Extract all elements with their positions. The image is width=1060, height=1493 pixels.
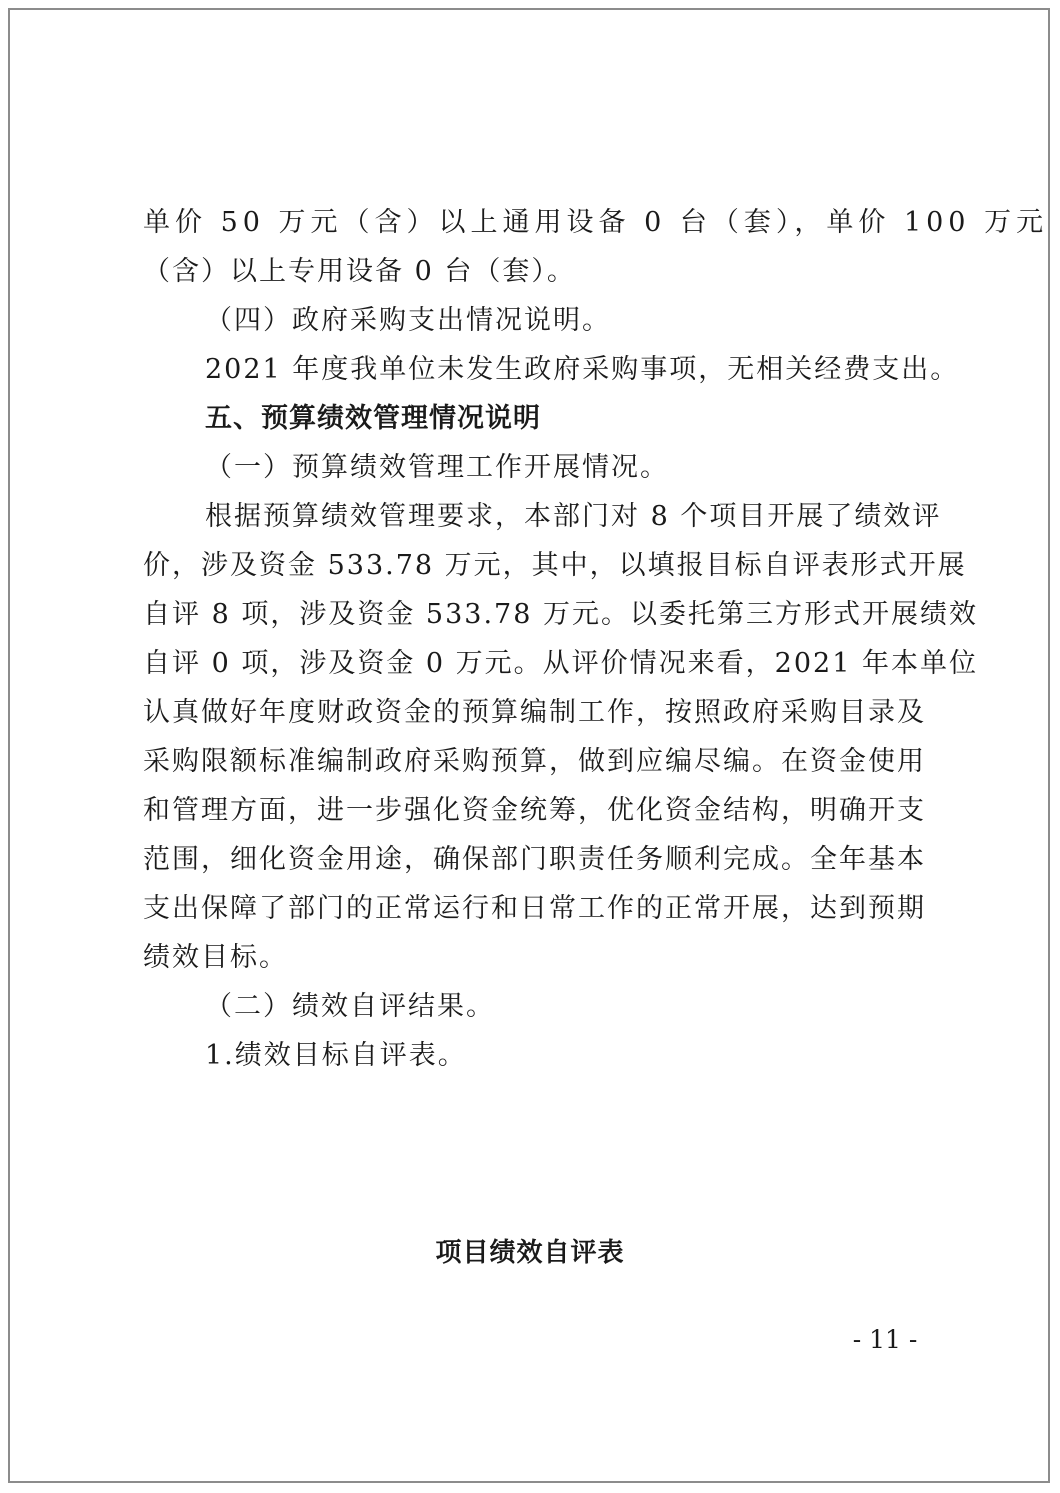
- paragraph-line: 单价 50 万元（含）以上通用设备 0 台（套），单价 100 万元: [143, 207, 1049, 238]
- paragraph-line: 范围，细化资金用途，确保部门职责任务顺利完成。全年基本: [143, 844, 926, 875]
- subsection-heading: （二）绩效自评结果。: [205, 991, 495, 1022]
- subsection-heading: （一）预算绩效管理工作开展情况。: [205, 452, 669, 483]
- paragraph-line: 和管理方面，进一步强化资金统筹，优化资金结构，明确开支: [143, 795, 926, 826]
- paragraph-line: 根据预算绩效管理要求，本部门对 8 个项目开展了绩效评: [205, 501, 942, 532]
- paragraph-line: 价，涉及资金 533.78 万元，其中，以填报目标自评表形式开展: [143, 550, 967, 581]
- paragraph-line: （含）以上专用设备 0 台（套）。: [143, 256, 576, 287]
- paragraph-line: 绩效目标。: [143, 942, 288, 973]
- table-title: 项目绩效自评表: [435, 1238, 625, 1268]
- paragraph-line: 自评 0 项，涉及资金 0 万元。从评价情况来看，2021 年本单位: [143, 648, 978, 679]
- section-heading: 五、预算绩效管理情况说明: [205, 403, 541, 434]
- paragraph-line: 认真做好年度财政资金的预算编制工作，按照政府采购目录及: [143, 697, 926, 728]
- subsection-heading: （四）政府采购支出情况说明。: [205, 305, 611, 336]
- body-text: [143, 198, 1049, 1080]
- list-item: 1.绩效目标自评表。: [205, 1040, 467, 1071]
- paragraph-line: 支出保障了部门的正常运行和日常工作的正常开展，达到预期: [143, 893, 926, 924]
- paragraph-line: 自评 8 项，涉及资金 533.78 万元。以委托第三方形式开展绩效: [143, 599, 978, 630]
- paragraph-line: 2021 年度我单位未发生政府采购事项，无相关经费支出。: [205, 354, 960, 385]
- paragraph-line: 采购限额标准编制政府采购预算，做到应编尽编。在资金使用: [143, 746, 926, 777]
- page-number: - 11 -: [852, 1325, 918, 1354]
